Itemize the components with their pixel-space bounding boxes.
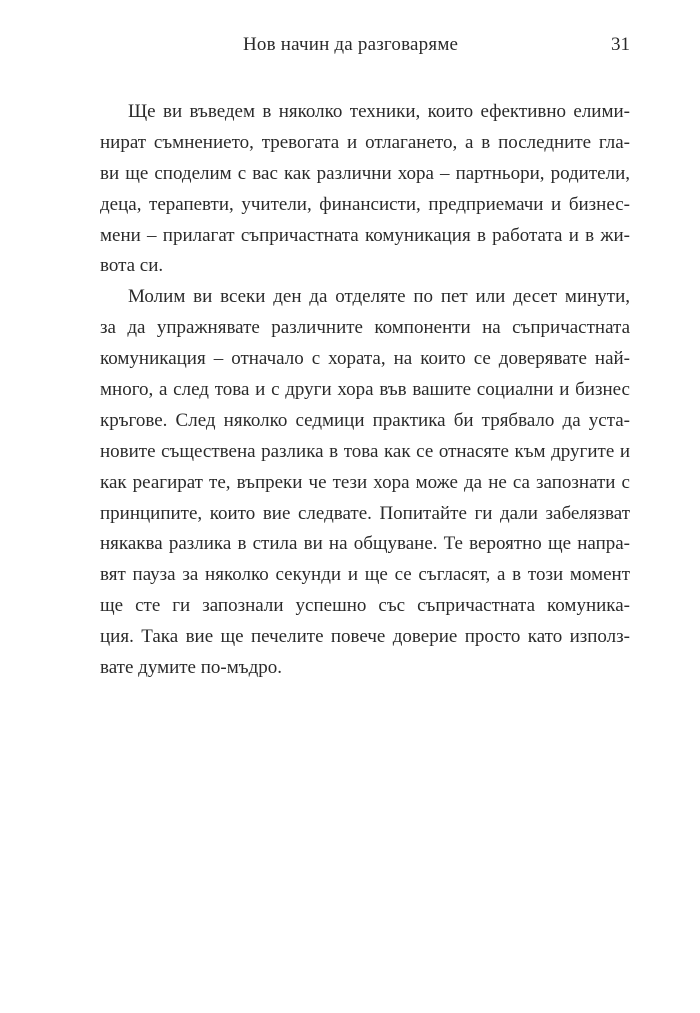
text-line: новите съществена разлика в това как се отнасяте към другите и	[100, 440, 630, 462]
running-head	[100, 34, 630, 62]
text-line: някаква разлика в стила ви на общуване. Те вероятно ще напра-	[100, 533, 630, 555]
text-line: кръгове. След няколко седмици практика би трябвало да уста-	[100, 409, 630, 431]
text-line: вота си.	[100, 255, 164, 277]
text-line: деца, терапевти, учители, финансисти, предприемачи и бизнес-	[100, 193, 630, 215]
body-text	[100, 97, 630, 684]
paragraph-1	[100, 97, 630, 282]
text-line: много, а след това и с други хора във вашите социални и бизнес	[100, 379, 630, 401]
text-line: вят пауза за няколко секунди и ще се съгласят, а в този момент	[100, 564, 630, 586]
text-line: как реагират те, въпреки че тези хора може да не са запознати с	[100, 471, 630, 493]
text-line: принципите, които вие следвате. Попитайте ги дали забелязват	[100, 502, 630, 524]
text-line: мени – прилагат съпричастната комуникация в работата и в жи-	[100, 224, 630, 246]
text-line: Ще ви въведем в няколко техники, които ефективно елими-	[128, 101, 630, 122]
paragraph-2	[100, 282, 630, 684]
text-line: ция. Така вие ще печелите повече доверие просто като използ-	[100, 626, 630, 648]
text-line: нират съмнението, тревогата и отлагането, а в последните гла-	[100, 131, 630, 153]
text-line: ви ще споделим с вас как различни хора – партньори, родители,	[100, 162, 630, 184]
running-title: Нов начин да разговаряме	[243, 34, 459, 55]
text-line: вате думите по-мъдро.	[100, 657, 283, 679]
text-line-with-emphasis: ще сте ги запознали успешно със съпричастната комуника-	[100, 595, 630, 617]
page-number: 31	[611, 34, 630, 55]
text-line: за да упражнявате различните компоненти на съпричастната	[100, 317, 630, 339]
text-line: комуникация – отначало с хората, на които се доверявате най-	[100, 348, 630, 370]
text-line: Молим ви всеки ден да отделяте по пет или десет минути,	[128, 286, 630, 308]
